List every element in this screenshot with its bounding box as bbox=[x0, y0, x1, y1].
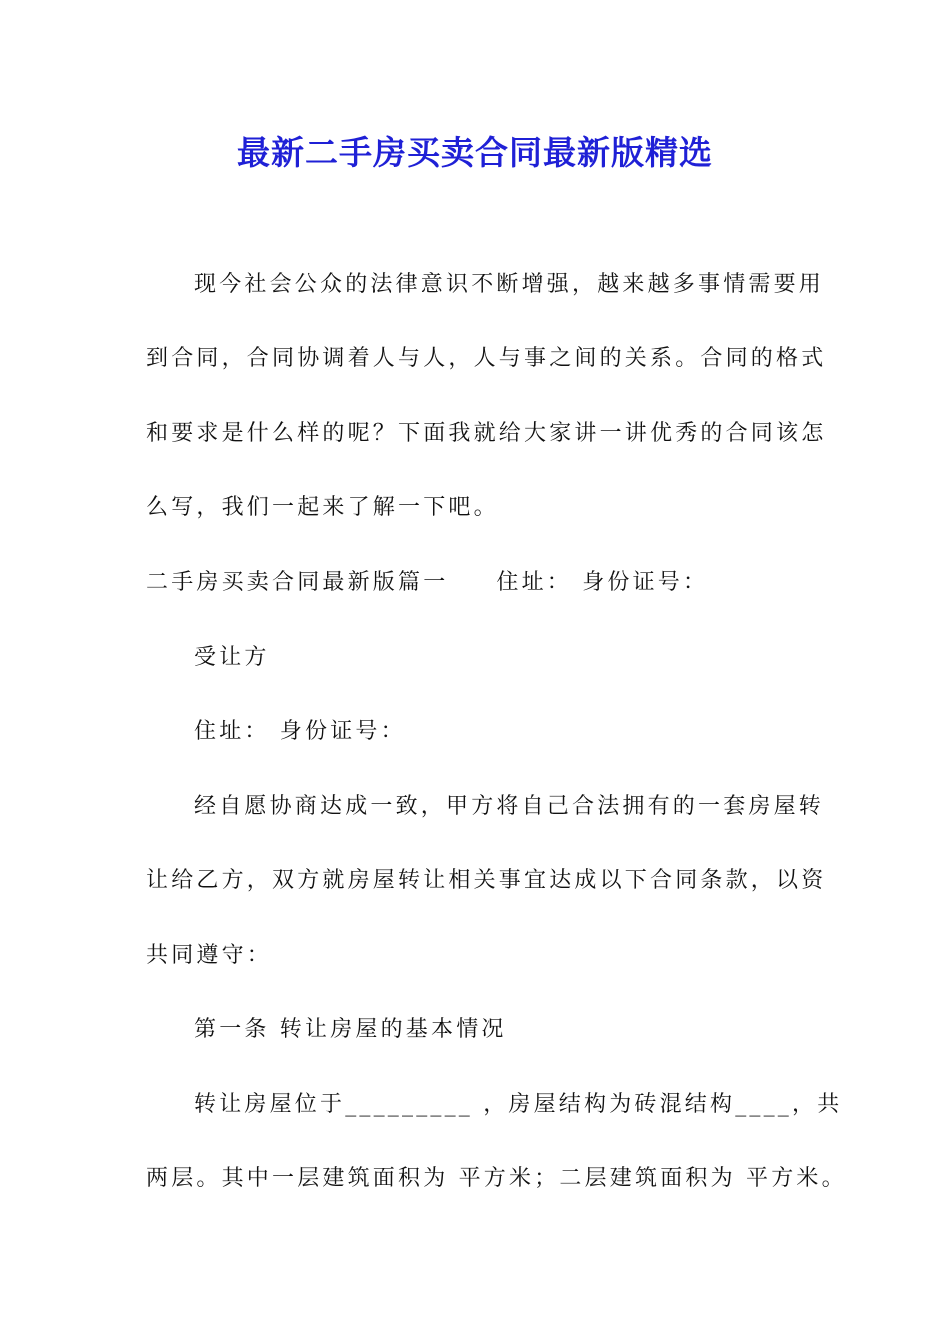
address-id-label: 住址： 身份证号： bbox=[496, 570, 709, 595]
address-id-label: 住址： 身份证号： bbox=[194, 719, 406, 744]
paragraph-line: 两层。其中一层建筑面积为 平方米；二层建筑面积为 平方米。 bbox=[146, 1166, 847, 1191]
document-title: 最新二手房买卖合同最新版精选 bbox=[237, 133, 713, 172]
paragraph-line: 经自愿协商达成一致，甲方将自己合法拥有的一套房屋转 bbox=[194, 794, 825, 819]
article-heading: 第一条 转让房屋的基本情况 bbox=[194, 1017, 507, 1042]
section-heading-line bbox=[146, 568, 708, 598]
paragraph-line: 让给乙方，双方就房屋转让相关事宜达成以下合同条款，以资 bbox=[146, 868, 827, 893]
paragraph-line: 现今社会公众的法律意识不断增强，越来越多事情需要用 bbox=[194, 272, 825, 297]
paragraph-line: 到合同，合同协调着人与人，人与事之间的关系。合同的格式 bbox=[146, 346, 827, 371]
paragraph-line: 转让房屋位于_________ ，房屋结构为砖混结构____，共 bbox=[194, 1092, 843, 1117]
assignee-label: 受让方 bbox=[194, 645, 270, 670]
section-heading: 二手房买卖合同最新版篇一 bbox=[146, 570, 449, 595]
paragraph-line: 共同遵守： bbox=[146, 943, 273, 968]
paragraph-line: 么写，我们一起来了解一下吧。 bbox=[146, 495, 499, 520]
paragraph-line: 和要求是什么样的呢？下面我就给大家讲一讲优秀的合同该怎 bbox=[146, 421, 827, 446]
